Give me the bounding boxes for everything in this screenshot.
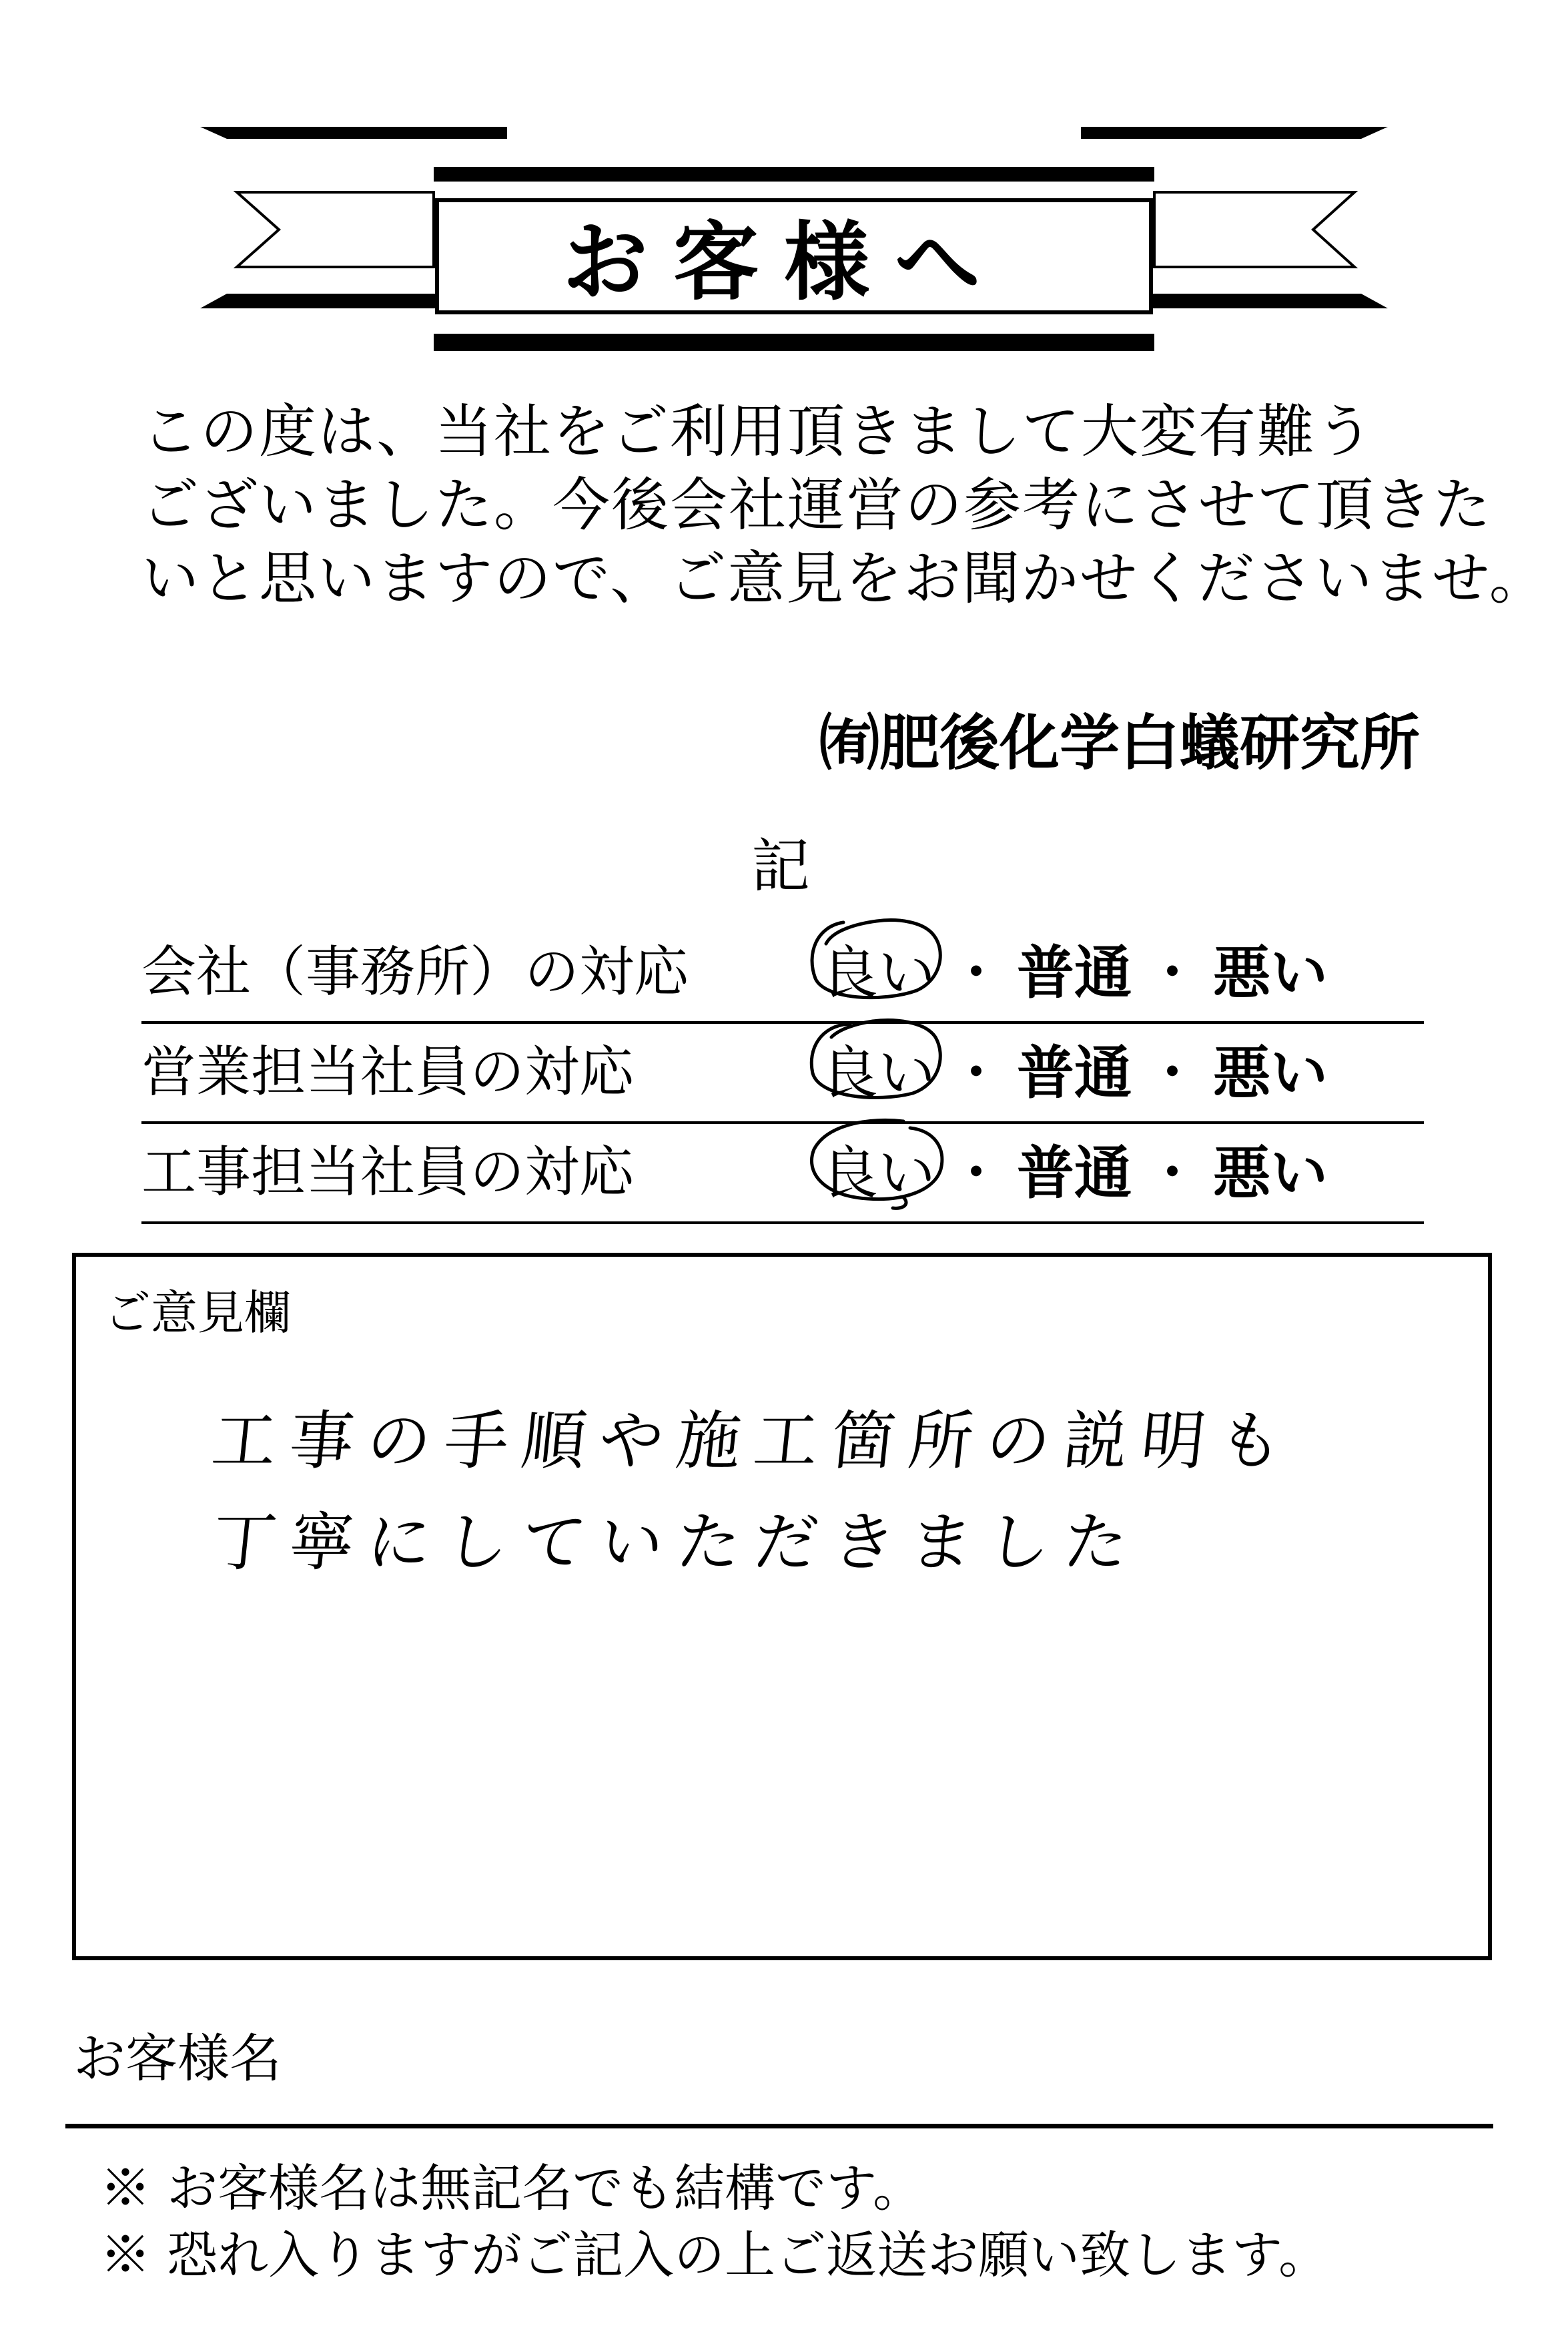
handwritten-comment-line: 工事の手順や施工箇所の説明も (208, 1404, 1300, 1478)
customer-name-label: お客様名 (73, 2029, 282, 2089)
rating-row-office (141, 921, 1424, 1024)
option-good-selected[interactable]: 良い (821, 926, 935, 1009)
rating-row-sales (141, 1021, 1424, 1124)
note-line: ※ お客様名は無記名でも結構です。 (100, 2158, 924, 2218)
option-bad[interactable]: 悪い (1213, 1139, 1328, 1207)
section-heading-ki: 記 (751, 832, 811, 900)
note-line: ※ 恐れ入りますがご記入の上ご返送お願い致します。 (100, 2225, 1330, 2285)
rating-row-construction (141, 1121, 1424, 1224)
option-separator: ・ (947, 1140, 1005, 1207)
intro-paragraph (141, 395, 1548, 615)
rating-options (821, 1027, 1328, 1109)
rating-options (821, 1127, 1328, 1209)
hand-drawn-circle-icon (803, 1017, 950, 1104)
page-title: お客様へ (562, 212, 1006, 312)
comment-label: ご意見欄 (104, 1285, 291, 1340)
option-normal[interactable]: 普通 (1017, 939, 1132, 1006)
option-good-selected[interactable]: 良い (821, 1127, 935, 1209)
option-separator: ・ (947, 1040, 1005, 1107)
customer-name-field[interactable] (65, 2124, 1493, 2128)
option-bad[interactable]: 悪い (1213, 1039, 1328, 1107)
comment-box[interactable] (72, 1253, 1492, 1960)
option-separator: ・ (1144, 940, 1201, 1006)
option-normal[interactable]: 普通 (1017, 1139, 1132, 1207)
intro-line: いと思いますので、ご意見をお聞かせくださいませ。 (141, 545, 1548, 612)
title-banner (0, 0, 1568, 374)
option-separator: ・ (947, 940, 1005, 1006)
intro-line: この度は、当社をご利用頂きまして大変有難う (141, 398, 1375, 465)
option-normal[interactable]: 普通 (1017, 1039, 1132, 1107)
option-good-selected[interactable]: 良い (821, 1027, 935, 1109)
rating-options (821, 926, 1328, 1009)
company-name: ㈲肥後化学白蟻研究所 (819, 708, 1420, 778)
intro-line: ございました。今後会社運営の参考にさせて頂きた (141, 472, 1492, 539)
hand-drawn-circle-icon (803, 917, 950, 1004)
hand-drawn-circle-icon (803, 1117, 950, 1211)
option-separator: ・ (1144, 1140, 1201, 1207)
rating-label: 営業担当社員の対応 (141, 1041, 635, 1104)
rating-label: 会社（事務所）の対応 (141, 940, 689, 1004)
option-bad[interactable]: 悪い (1213, 939, 1328, 1006)
handwritten-comment-line: 丁寧にしていただきました (208, 1505, 1146, 1580)
rating-label: 工事担当社員の対応 (141, 1141, 635, 1204)
option-separator: ・ (1144, 1040, 1201, 1107)
